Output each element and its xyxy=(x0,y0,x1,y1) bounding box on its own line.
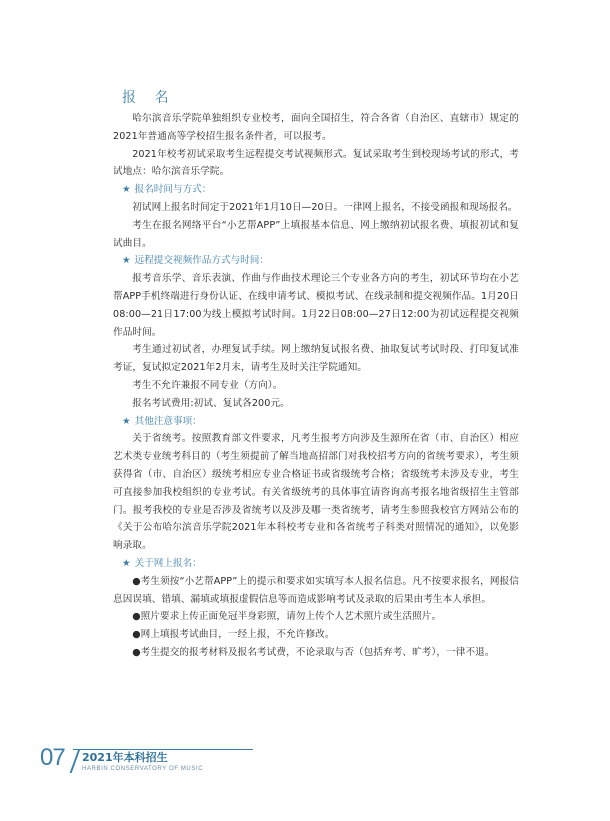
video-paragraph-2: 考生通过初试者，办理复试手续。网上缴纳复试报名费、抽取复试考试时段、打印复试准考证，复试拟定2021年2月末，请考生及时关注学院通知。 xyxy=(113,344,519,374)
bullet-item: ●照片要求上传正面免冠半身彩照，请勿上传个人艺术照片或生活照片。 xyxy=(132,611,442,623)
section-title: 报 名 xyxy=(122,90,176,106)
page-number: 07 xyxy=(40,744,65,771)
star-icon: ★ xyxy=(122,255,131,267)
footer-rule xyxy=(73,749,253,750)
subheading-video-submit xyxy=(113,252,519,270)
video-paragraph-1: 报考音乐学、音乐表演、作曲与作曲技术理论三个专业各方向的考生，初试环节均在小艺帮APP手机终端进行身份认证、在线申请考试、模拟考试、在线录制和提交视频作品。1月20日08:00—21日17:00为线上模拟考试时间。1月22日08:00—27日12:00为初试远程提交视频作品时间。 xyxy=(113,273,519,338)
star-icon: ★ xyxy=(122,557,131,569)
star-icon: ★ xyxy=(122,415,131,427)
video-paragraph-4: 报名考试费用:初试、复试各200元。 xyxy=(132,397,290,409)
bullet-item: ●考生提交的报考材料及报名考试费，不论录取与否（包括弃考、旷考），一律不退。 xyxy=(132,646,495,658)
page-footer xyxy=(40,743,220,777)
subheading-other-notes xyxy=(113,413,519,431)
subheading-online-registration xyxy=(113,555,519,573)
footer-slash xyxy=(70,749,81,773)
footer-subtitle: HARBIN CONSERVATORY OF MUSIC xyxy=(82,766,204,772)
subheading-label: 远程提交视频作品方式与时间： xyxy=(134,255,269,267)
main-content xyxy=(113,88,519,662)
bullet-item: ●考生须按“小艺帮APP”上的提示和要求如实填写本人报名信息。凡不按要求报名，网报信息因误填、错填、漏填或填报虚假信息等而造成影响考试及录取的后果由考生本人承担。 xyxy=(113,575,519,605)
time-paragraph-2: 考生在报名网络平台“小艺帮APP”上填报基本信息、网上缴纳初试报名费、填报初试和复试曲目。 xyxy=(113,219,519,249)
intro-paragraph-1: 哈尔滨音乐学院单独组织专业校考，面向全国招生，符合各省（自治区、直辖市）规定的2021年普通高等学校招生报名条件者，可以报考。 xyxy=(113,113,519,142)
time-paragraph-1: 初试网上报名时间定于2021年1月10日—20日。一律网上报名，不接受函报和现场报名。 xyxy=(132,201,518,213)
bullet-item: ●网上填报考试曲目，一经上报，不允许修改。 xyxy=(132,629,335,641)
notes-paragraph-1: 关于省统考。按照教育部文件要求，凡考生报考方向涉及生源所在省（市、自治区）相应艺术类专业统考科目的（考生须提前了解当地高招部门对我校招考方向的省统考要求），考生须获得省（市、自治区）级统考相应专业合格证书或省级统考合格；省级统考未涉及专业，考生可直接参加我校组织的专业考试。有关省级统考的具体事宜请咨询高考报名地省级招生主管部门。报考我校的专业是否涉及省统考以及涉及哪一类省统考，请考生参照我校官方网站公布的《关于公布哈尔滨音乐学院2021年本科校考专业和各省统考子科类对照情况的通知》，以免影响录取。 xyxy=(113,433,519,552)
subheading-label: 其他注意事项： xyxy=(134,415,202,427)
video-paragraph-3: 考生不允许兼报不同专业（方向）。 xyxy=(132,379,283,391)
subheading-time-method xyxy=(113,181,519,199)
star-icon: ★ xyxy=(122,184,131,196)
intro-paragraph-2: 2021年校考初试采取考生远程提交考试视频形式。复试采取考生到校现场考试的形式，考试地点：哈尔滨音乐学院。 xyxy=(113,148,519,178)
footer-title: 2021年本科招生 xyxy=(82,751,168,764)
subheading-label: 报名时间与方式： xyxy=(134,184,212,196)
subheading-label: 关于网上报名： xyxy=(134,557,202,569)
